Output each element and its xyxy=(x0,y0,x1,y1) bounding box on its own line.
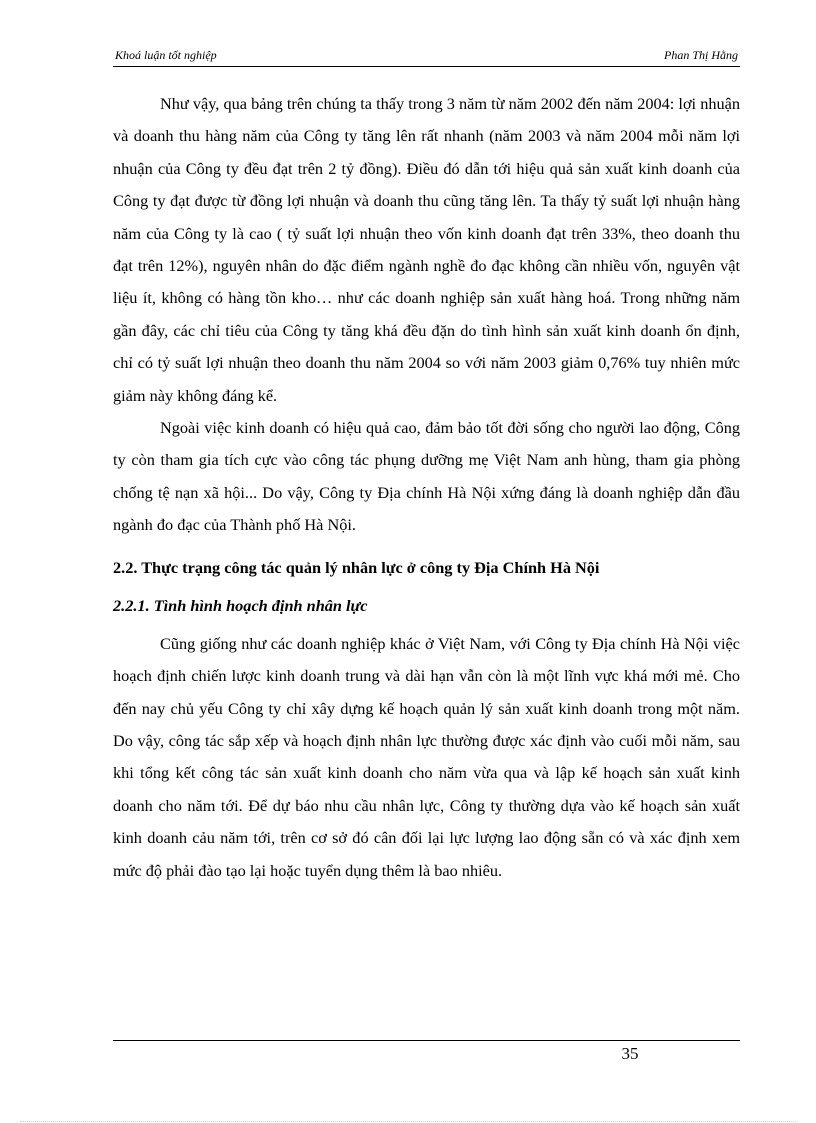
section-heading: 2.2. Thực trạng công tác quản lý nhân lực ở công ty Địa Chính Hà Nội xyxy=(113,557,600,577)
footer-divider xyxy=(113,1040,740,1041)
page-header xyxy=(113,44,740,67)
header-right-author: Phan Thị Hằng xyxy=(663,48,738,62)
paragraph: Như vậy, qua bảng trên chúng ta thấy trong 3 năm từ năm 2002 đến năm 2004: lợi nhuận và doanh thu hàng năm của Công ty tăng lên rất nhanh (năm 2003 và năm 2004 mỗi năm lợi nhuận của Công ty đều đạt trên 2 tỷ đồng). Điều đó dẫn tới hiệu quả sản xuất kinh doanh của Công ty đạt được từ đồng lợi nhuận và doanh thu cũng tăng lên. Ta thấy tỷ suất lợi nhuận hàng năm của Công ty là cao ( tỷ suất lợi nhuận theo vốn kinh doanh đạt trên 33%, theo doanh thu đạt trên 12%), nguyên nhân do đặc điểm ngành nghề đo đạc không cần nhiều vốn, nguyên vật liệu ít, không có hàng tồn kho… như các doanh nghiệp sản xuất hàng hoá. Trong những năm gần đây, các chỉ tiêu của Công ty tăng khá đều đặn do tình hình sản xuất kinh doanh ổn định, chỉ có tỷ suất lợi nhuận theo doanh thu năm 2004 so với năm 2003 giảm 0,76% tuy nhiên mức giảm này không đáng kể. xyxy=(113,94,740,405)
document-body xyxy=(113,88,740,887)
header-left-title: Khoá luận tốt nghiệp xyxy=(115,48,217,62)
page-number: 35 xyxy=(621,1044,639,1063)
page-bottom-border xyxy=(20,1121,796,1122)
subsection-heading: 2.2.1. Tình hình hoạch định nhân lực xyxy=(113,595,368,615)
paragraph: Cũng giống như các doanh nghiệp khác ở Việt Nam, với Công ty Địa chính Hà Nội việc hoạch định chiến lược kinh doanh trung và dài hạn vẫn còn là một lĩnh vực khá mới mẻ. Cho đến nay chủ yếu Công ty chỉ xây dựng kế hoạch quản lý sản xuất kinh doanh trong một năm. Do vậy, công tác sắp xếp và hoạch định nhân lực thường được xác định vào cuối mỗi năm, sau khi tổng kết công tác sản xuất kinh doanh cho năm vừa qua và lập kế hoạch sản xuất kinh doanh cho năm tới. Để dự báo nhu cầu nhân lực, Công ty thường dựa vào kế hoạch sản xuất kinh doanh cảu năm tới, trên cơ sở đó cân đối lại lực lượng lao động sẵn có và xác định xem mức độ phải đào tạo lại hoặc tuyển dụng thêm là bao nhiêu. xyxy=(113,633,740,880)
paragraph: Ngoài việc kinh doanh có hiệu quả cao, đảm bảo tốt đời sống cho người lao động, Công ty còn tham gia tích cực vào công tác phụng dưỡng mẹ Việt Nam anh hùng, tham gia phòng chống tệ nạn xã hội... Do vậy, Công ty Địa chính Hà Nội xứng đáng là doanh nghiệp dẫn đầu ngành đo đạc của Thành phố Hà Nội. xyxy=(113,418,740,535)
